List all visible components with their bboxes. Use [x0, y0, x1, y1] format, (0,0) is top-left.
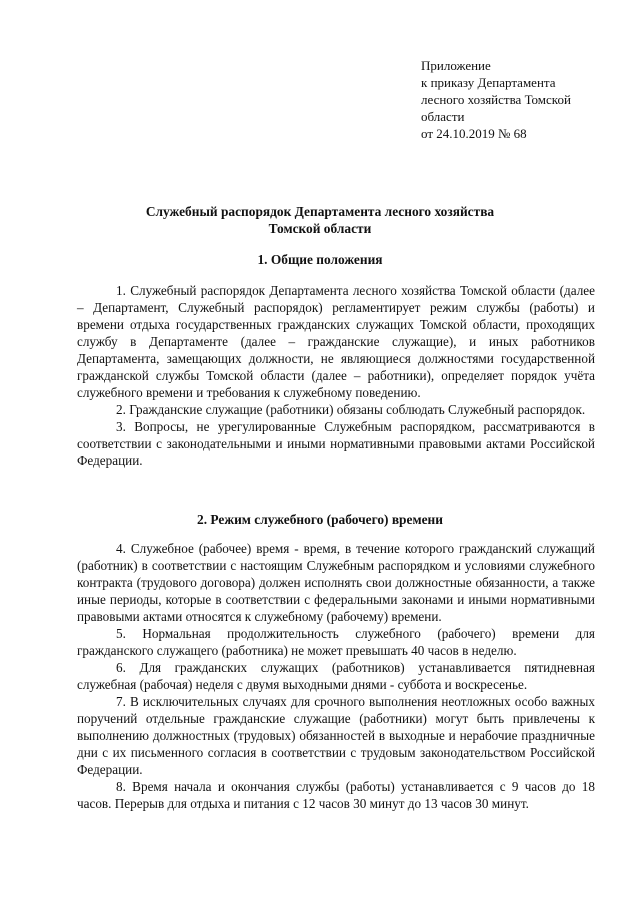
paragraph: 5. Нормальная продолжительность служебного (рабочего) времени для гражданского служащего (работника) не может превышать 40 часов в неделю. — [77, 626, 595, 658]
document-title — [40, 203, 600, 237]
appendix-note — [421, 57, 621, 142]
paragraph: 8. Время начала и окончания службы (работы) устанавливается с 9 часов до 18 часов. Перерыв для отдыха и питания с 12 часов 30 минут до 13 часов 30 минут. — [77, 779, 595, 811]
section-body-general — [77, 282, 595, 469]
section-heading-general: 1. Общие положения — [257, 252, 383, 267]
appendix-line: к приказу Департамента — [421, 75, 556, 90]
appendix-line: от 24.10.2019 № 68 — [421, 126, 527, 141]
paragraph: 2. Гражданские служащие (работники) обязаны соблюдать Служебный распорядок. — [116, 402, 586, 417]
appendix-line: Приложение — [421, 58, 491, 73]
document-title-line: Служебный распорядок Департамента лесного хозяйства — [145, 204, 495, 219]
section-body-work-time — [77, 540, 595, 812]
section-heading-work-time: 2. Режим служебного (рабочего) времени — [197, 512, 443, 527]
appendix-line: области — [421, 109, 465, 124]
document-title-line: Томской области — [268, 221, 372, 236]
paragraph: 1. Служебный распорядок Департамента лесного хозяйства Томской области (далее – Департамент, Служебный распорядок) регламентирует режим службы (работы) и времени отдыха государственных гражданских служащих Томской области, проходящих службу в Департаменте (далее – гражданские служащие), и иных работников Департамента, замещающих должности, не являющиеся должностями государственной гражданской службы Томской области (далее – работники), определяет порядок учёта служебного времени и требования к служебному поведению. — [77, 283, 595, 400]
paragraph: 6. Для гражданских служащих (работников) устанавливается пятидневная служебная (рабочая) неделя с двумя выходными днями - суббота и воскресенье. — [77, 660, 595, 692]
paragraph: 3. Вопросы, не урегулированные Служебным распорядком, рассматриваются в соответствии с законодательными и иными нормативными правовыми актами Российской Федерации. — [77, 419, 595, 468]
paragraph: 4. Служебное (рабочее) время - время, в течение которого гражданский служащий (работник) в соответствии с настоящим Служебным распорядком и условиями служебного контракта (трудового договора) должен исполнять свои должностные обязанности, а также иные периоды, которые в соответствии с федеральными законами и иными нормативными правовыми актами относятся к служебному (рабочему) времени. — [77, 541, 595, 624]
appendix-line: лесного хозяйства Томской — [421, 92, 571, 107]
paragraph: 7. В исключительных случаях для срочного выполнения неотложных особо важных поручений отдельные гражданские служащие (работники) могут быть привлечены к выполнению должностных (трудовых) обязанностей в выходные и нерабочие праздничные дни с их письменного согласия в соответствии с трудовым законодательством Российской Федерации. — [77, 694, 595, 777]
